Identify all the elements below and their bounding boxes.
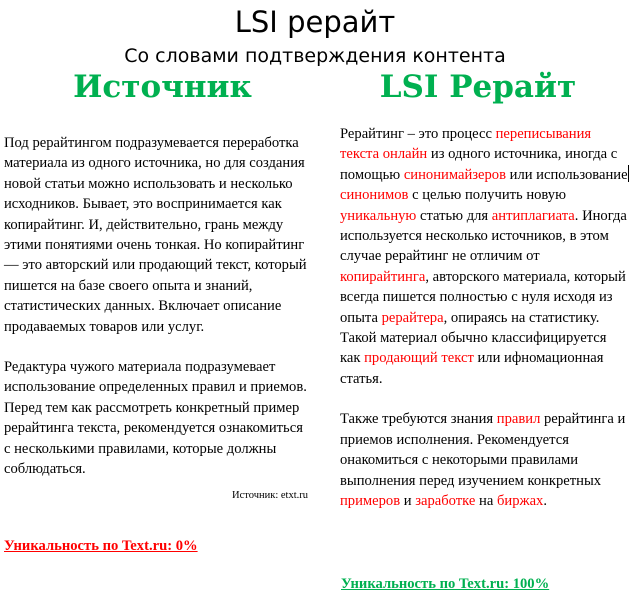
text-segment: . Иногда используется несколько источников, в этом случае рерайтинг не отличим от [340,207,627,265]
keyword-highlight: уникальную [340,207,417,224]
text-segment: с целью получить новую [408,187,567,204]
lsi-column [340,124,630,511]
text-segment: Также требуются знания [340,411,497,428]
lsi-rewrite-heading: LSI Рерайт [379,69,577,105]
keyword-highlight: правил [496,411,541,428]
keyword-highlight: примеров [340,492,401,509]
keyword-highlight: синонимайзеров [403,166,506,183]
source-heading: Источник [73,69,252,105]
keyword-highlight: продающий текст [364,350,474,367]
page-title: LSI рерайт [234,5,396,39]
text-segment: Рерайтинг – это процесс [340,126,496,142]
text-segment: или ифномационная статья. [340,350,604,387]
keyword-highlight: рерайтера [381,309,444,326]
page-subtitle: Со словами подтверждения контента [124,45,506,67]
text-cursor [628,165,629,182]
lsi-paragraph-2 [340,409,630,511]
source-attribution: Источник: etxt.ru [232,489,308,501]
keyword-highlight: антиплагиата [491,207,575,224]
text-segment: на [475,492,497,509]
text-segment: рерайтинга и приемов исполнения. Рекомендуется онакомиться с некоторыми правилами выполнения перед изучением конкретных [340,411,626,489]
lsi-uniqueness: Уникальность по Text.ru: 100% [341,576,550,592]
keyword-highlight: заработке [415,492,476,509]
keyword-highlight: синонимов [340,187,409,204]
keyword-highlight: копирайтинга [340,268,426,285]
text-segment: из одного источника, иногда с помощью [340,146,618,183]
keyword-highlight: переписывания текста онлайн [340,126,592,163]
source-paragraph-1: Под рерайтингом подразумевается переработка материала из одного источника, но для создания новой статьи можно использовать и несколько исходников. Бывает, это воспринимается как копирайтинг. И, действительно, грань между этими понятиями очень тонкая. Но копирайтинг — это авторский или продающий текст, который пишется на базе своего опыта и знаний, статистических данных. Включает описание продаваемых товаров или услуг. [4,135,307,335]
text-segment: статью для [416,207,492,224]
text-segment: . [543,492,548,509]
text-segment: , авторского материала, который всегда пишется полностью с нуля исходя из опыта [340,268,626,326]
lsi-paragraph-1 [340,124,630,389]
source-paragraph-2: Редактура чужого материала подразумевает использование определенных правил и приемов. Перед тем как рассмотреть конкретный пример рерайтинга текста, рекомендуется ознакомиться с несколькими правилами, которые должны соблюдаться. [4,359,307,478]
text-segment: , опираясь на статистику. Такой материал обычно классифицируется как [340,309,607,367]
text-segment: или использование [505,166,628,183]
text-segment: и [400,492,416,509]
source-column [4,133,312,504]
source-uniqueness: Уникальность по Text.ru: 0% [4,538,198,554]
keyword-highlight: биржах [496,492,544,509]
